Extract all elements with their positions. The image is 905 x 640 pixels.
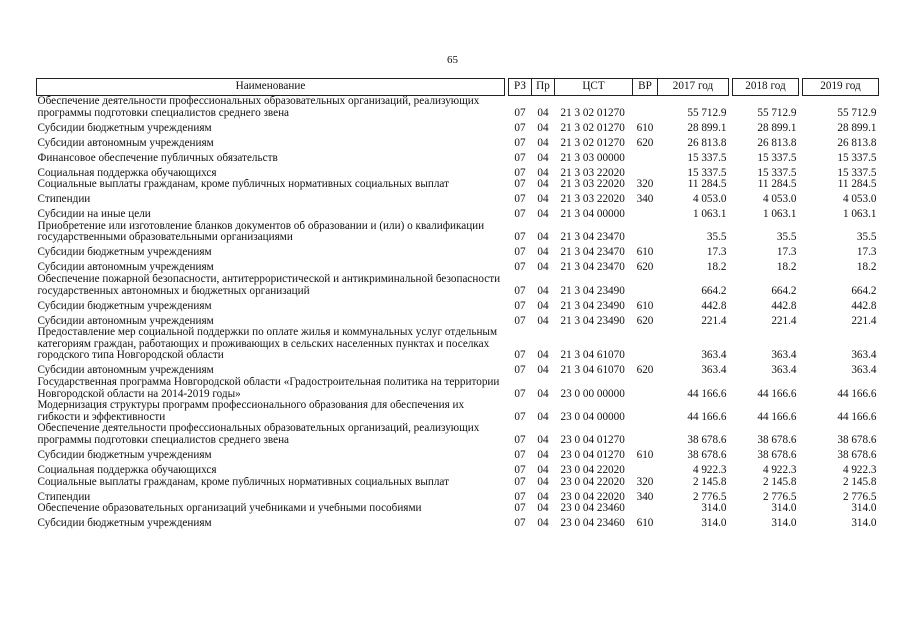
row-value-2018: 38 678.6 [757, 448, 797, 461]
row-value-2019: 442.8 [851, 299, 877, 312]
row-pr: 04 [537, 179, 549, 191]
row-value-2018: 44 166.6 [757, 387, 797, 400]
row-value-2017: 38 678.6 [687, 448, 727, 461]
row-name: Социальная поддержка обучающихся [37, 463, 217, 476]
row-cst: 23 0 04 00000 [560, 410, 625, 423]
row-rz: 07 [514, 299, 526, 312]
row-cst: 21 3 04 23470 [560, 261, 625, 274]
row-cst: 21 3 04 23490 [560, 284, 625, 297]
row-rz: 07 [514, 193, 526, 206]
table-row [37, 477, 879, 489]
row-name: Обеспечение деятельности профессиональных образовательных организаций, реализующих программы подготовки специалистов среднего звена [37, 423, 480, 446]
row-value-2018: 28 899.1 [757, 121, 797, 134]
row-rz: 07 [514, 151, 526, 164]
row-value-2018: 11 284.5 [757, 179, 797, 191]
row-value-2018: 15 337.5 [757, 151, 797, 164]
row-cst: 21 3 02 01270 [560, 106, 625, 119]
row-value-2018: 363.4 [771, 364, 797, 377]
row-vr: 620 [636, 261, 654, 274]
row-cst: 23 0 04 22020 [560, 476, 625, 488]
row-pr: 04 [537, 463, 549, 476]
row-value-2017: 2 776.5 [692, 490, 727, 503]
row-cst: 21 3 03 22020 [560, 193, 625, 206]
row-name: Субсидии автономным учреждениям [37, 261, 214, 274]
row-value-2019: 2 776.5 [842, 490, 877, 503]
table-row [37, 206, 879, 221]
table-row [37, 377, 879, 400]
row-pr: 04 [537, 208, 549, 221]
row-cst: 21 3 04 61070 [560, 364, 625, 377]
row-rz: 07 [514, 284, 526, 297]
row-value-2018: 4 922.3 [762, 463, 797, 476]
row-name: Субсидии автономным учреждениям [37, 314, 214, 327]
row-rz: 07 [514, 121, 526, 134]
row-vr: 340 [636, 490, 654, 503]
row-value-2019: 363.4 [851, 364, 877, 377]
table-row [37, 164, 879, 179]
row-value-2018: 1 063.1 [762, 208, 797, 221]
row-name: Финансовое обеспечение публичных обязательств [37, 151, 278, 164]
row-name: Субсидии бюджетным учреждениям [37, 121, 212, 134]
row-rz: 07 [514, 349, 526, 362]
row-pr: 04 [537, 476, 549, 488]
row-cst: 21 3 02 01270 [560, 121, 625, 134]
row-cst: 21 3 02 01270 [560, 136, 625, 149]
row-name: Социальные выплаты гражданам, кроме публичных нормативных социальных выплат [37, 179, 449, 191]
row-vr: 610 [636, 121, 654, 134]
row-name: Субсидии бюджетным учреждениям [37, 299, 212, 312]
table-row [37, 423, 879, 446]
row-value-2017: 44 166.6 [687, 410, 727, 423]
row-value-2017: 11 284.5 [687, 179, 727, 191]
row-cst: 21 3 03 00000 [560, 151, 625, 164]
row-value-2019: 15 337.5 [837, 151, 877, 164]
row-value-2019: 221.4 [851, 314, 877, 327]
row-value-2018: 26 813.8 [757, 136, 797, 149]
row-pr: 04 [537, 106, 549, 119]
table-row [37, 96, 879, 120]
row-value-2017: 2 145.8 [692, 476, 727, 488]
row-value-2017: 15 337.5 [687, 166, 727, 179]
row-value-2017: 314.0 [701, 517, 727, 530]
row-rz: 07 [514, 314, 526, 327]
row-pr: 04 [537, 284, 549, 297]
row-value-2019: 4 053.0 [842, 193, 877, 206]
row-pr: 04 [537, 314, 549, 327]
row-vr: 620 [636, 364, 654, 377]
row-pr: 04 [537, 231, 549, 244]
row-vr: 610 [636, 448, 654, 461]
row-value-2019: 314.0 [851, 503, 877, 515]
row-value-2018: 2 145.8 [762, 476, 797, 488]
row-cst: 21 3 03 22020 [560, 179, 625, 191]
row-vr [633, 503, 658, 515]
row-value-2019: 38 678.6 [837, 448, 877, 461]
row-pr: 04 [537, 503, 549, 515]
row-vr [633, 274, 658, 297]
row-vr: 320 [636, 476, 654, 488]
header-vr: ВР [633, 79, 658, 96]
row-value-2017: 221.4 [701, 314, 727, 327]
row-vr: 610 [636, 517, 654, 530]
row-name: Приобретение или изготовление бланков документов об образовании и (или) о квалификации государственными образовательными организациями [37, 220, 485, 244]
row-value-2019: 35.5 [856, 231, 877, 244]
row-cst: 21 3 04 61070 [560, 349, 625, 362]
table-row [37, 179, 879, 191]
row-name: Субсидии автономным учреждениям [37, 136, 214, 149]
row-cst: 21 3 04 23490 [560, 299, 625, 312]
row-pr: 04 [537, 349, 549, 362]
row-value-2018: 17.3 [776, 246, 797, 259]
table-row [37, 149, 879, 164]
row-value-2019: 44 166.6 [837, 410, 877, 423]
table-row [37, 221, 879, 244]
row-value-2017: 664.2 [701, 284, 727, 297]
row-cst: 21 3 04 00000 [560, 208, 625, 221]
table-row [37, 244, 879, 259]
row-name: Обеспечение пожарной безопасности, антитеррористической и антикриминальной безопасности государственных автономных и бюджетных организаций [37, 273, 501, 297]
row-value-2019: 55 712.9 [837, 106, 877, 119]
row-rz: 07 [514, 364, 526, 377]
row-name: Субсидии бюджетным учреждениям [37, 246, 212, 259]
row-rz: 07 [514, 166, 526, 179]
table-row [37, 488, 879, 503]
row-pr: 04 [537, 448, 549, 461]
table-row [37, 312, 879, 327]
table-row [37, 400, 879, 423]
row-vr [633, 400, 658, 423]
row-name: Социальная поддержка обучающихся [37, 166, 217, 179]
row-value-2017: 26 813.8 [687, 136, 727, 149]
row-value-2018: 38 678.6 [757, 433, 797, 446]
row-value-2017: 18.2 [706, 261, 727, 274]
row-vr: 620 [636, 314, 654, 327]
row-value-2017: 38 678.6 [687, 433, 727, 446]
row-rz: 07 [514, 490, 526, 503]
row-cst: 23 0 04 01270 [560, 433, 625, 446]
row-pr: 04 [537, 387, 549, 400]
row-name: Предоставление мер социальной поддержки по оплате жилья и коммунальных услуг отдельным категориям граждан, работающих и проживающих в сельских населенных пунктах и поселках городского типа Новгородской области [37, 327, 498, 362]
row-value-2018: 221.4 [771, 314, 797, 327]
table-row [37, 462, 879, 477]
table-row [37, 515, 879, 530]
row-pr: 04 [537, 433, 549, 446]
row-vr: 620 [636, 136, 654, 149]
row-value-2019: 1 063.1 [842, 208, 877, 221]
row-value-2019: 18.2 [856, 261, 877, 274]
row-pr: 04 [537, 121, 549, 134]
table-row [37, 327, 879, 362]
row-cst: 21 3 04 23470 [560, 246, 625, 259]
row-vr [633, 221, 658, 244]
row-value-2017: 44 166.6 [687, 387, 727, 400]
row-value-2019: 17.3 [856, 246, 877, 259]
row-name: Субсидии бюджетным учреждениям [37, 517, 212, 530]
row-value-2018: 2 776.5 [762, 490, 797, 503]
row-name: Субсидии бюджетным учреждениям [37, 448, 212, 461]
row-cst: 23 0 04 23460 [560, 517, 625, 530]
row-name: Субсидии на иные цели [37, 208, 151, 221]
row-value-2017: 363.4 [701, 364, 727, 377]
row-value-2019: 4 922.3 [842, 463, 877, 476]
row-rz: 07 [514, 476, 526, 488]
row-vr: 340 [636, 193, 654, 206]
row-value-2019: 15 337.5 [837, 166, 877, 179]
row-value-2018: 15 337.5 [757, 166, 797, 179]
table-row [37, 447, 879, 462]
row-value-2018: 664.2 [771, 284, 797, 297]
row-value-2017: 17.3 [706, 246, 727, 259]
row-value-2017: 15 337.5 [687, 151, 727, 164]
row-vr [633, 96, 658, 120]
row-name: Субсидии автономным учреждениям [37, 364, 214, 377]
row-pr: 04 [537, 151, 549, 164]
table-row [37, 274, 879, 297]
row-name: Стипендии [37, 490, 91, 503]
row-pr: 04 [537, 166, 549, 179]
header-name: Наименование [37, 79, 505, 96]
row-vr: 320 [636, 179, 654, 191]
budget-table [36, 78, 879, 530]
row-value-2019: 363.4 [851, 349, 877, 362]
table-body [37, 96, 879, 530]
row-cst: 23 0 00 00000 [560, 387, 625, 400]
row-pr: 04 [537, 490, 549, 503]
header-2018: 2018 год [733, 79, 799, 96]
row-value-2018: 18.2 [776, 261, 797, 274]
table-row [37, 134, 879, 149]
header-2019: 2019 год [803, 79, 879, 96]
row-cst: 23 0 04 01270 [560, 448, 625, 461]
row-rz: 07 [514, 387, 526, 400]
row-cst: 21 3 03 22020 [560, 166, 625, 179]
row-value-2018: 314.0 [771, 503, 797, 515]
row-value-2019: 664.2 [851, 284, 877, 297]
header-rz: РЗ [509, 79, 532, 96]
row-rz: 07 [514, 517, 526, 530]
row-value-2017: 4 053.0 [692, 193, 727, 206]
row-rz: 07 [514, 410, 526, 423]
row-value-2017: 28 899.1 [687, 121, 727, 134]
row-rz: 07 [514, 261, 526, 274]
row-value-2018: 55 712.9 [757, 106, 797, 119]
row-vr [633, 327, 658, 362]
row-name: Социальные выплаты гражданам, кроме публичных нормативных социальных выплат [37, 476, 449, 488]
row-pr: 04 [537, 364, 549, 377]
row-vr [633, 164, 658, 179]
row-value-2017: 363.4 [701, 349, 727, 362]
row-value-2017: 442.8 [701, 299, 727, 312]
table-row [37, 362, 879, 377]
row-rz: 07 [514, 136, 526, 149]
row-value-2017: 4 922.3 [692, 463, 727, 476]
row-cst: 23 0 04 23460 [560, 503, 625, 515]
row-name: Модернизация структуры программ профессионального образования для обеспечения их гибкости и эффективности [37, 400, 465, 423]
row-value-2017: 55 712.9 [687, 106, 727, 119]
row-name: Обеспечение деятельности профессиональных образовательных организаций, реализующих программы подготовки специалистов среднего звена [37, 95, 480, 119]
row-value-2019: 11 284.5 [837, 179, 877, 191]
row-value-2018: 4 053.0 [762, 193, 797, 206]
row-value-2018: 442.8 [771, 299, 797, 312]
row-vr [633, 423, 658, 446]
row-rz: 07 [514, 246, 526, 259]
row-value-2017: 314.0 [701, 503, 727, 515]
row-cst: 21 3 04 23490 [560, 314, 625, 327]
row-vr [633, 206, 658, 221]
row-cst: 23 0 04 22020 [560, 463, 625, 476]
row-value-2019: 44 166.6 [837, 387, 877, 400]
table-header [37, 79, 879, 96]
row-name: Государственная программа Новгородской области «Градостроительная политика на территории Новгородской области на 2014-2019 годы» [37, 376, 500, 400]
row-value-2019: 28 899.1 [837, 121, 877, 134]
header-2017: 2017 год [658, 79, 729, 96]
row-cst: 21 3 04 23470 [560, 231, 625, 244]
row-value-2017: 1 063.1 [692, 208, 727, 221]
row-value-2018: 314.0 [771, 517, 797, 530]
row-value-2018: 363.4 [771, 349, 797, 362]
row-vr: 610 [636, 299, 654, 312]
row-vr [633, 462, 658, 477]
row-pr: 04 [537, 246, 549, 259]
row-pr: 04 [537, 299, 549, 312]
row-rz: 07 [514, 463, 526, 476]
row-value-2019: 2 145.8 [842, 476, 877, 488]
row-value-2019: 38 678.6 [837, 433, 877, 446]
row-cst: 23 0 04 22020 [560, 490, 625, 503]
row-pr: 04 [537, 410, 549, 423]
table-row [37, 191, 879, 206]
row-value-2019: 314.0 [851, 517, 877, 530]
row-value-2019: 26 813.8 [837, 136, 877, 149]
row-pr: 04 [537, 261, 549, 274]
row-vr [633, 377, 658, 400]
row-value-2018: 44 166.6 [757, 410, 797, 423]
row-rz: 07 [514, 231, 526, 244]
table-row [37, 259, 879, 274]
page-number: 65 [447, 54, 458, 66]
row-name: Обеспечение образовательных организаций учебниками и учебными пособиями [37, 503, 422, 515]
table-row [37, 297, 879, 312]
row-vr [633, 149, 658, 164]
row-rz: 07 [514, 179, 526, 191]
row-rz: 07 [514, 448, 526, 461]
row-rz: 07 [514, 433, 526, 446]
row-pr: 04 [537, 136, 549, 149]
table-row [37, 503, 879, 515]
row-vr: 610 [636, 246, 654, 259]
row-value-2017: 35.5 [706, 231, 727, 244]
header-cst: ЦСТ [555, 79, 633, 96]
row-pr: 04 [537, 193, 549, 206]
row-rz: 07 [514, 208, 526, 221]
row-value-2018: 35.5 [776, 231, 797, 244]
header-pr: Пр [532, 79, 555, 96]
row-pr: 04 [537, 517, 549, 530]
row-rz: 07 [514, 106, 526, 119]
row-rz: 07 [514, 503, 526, 515]
table-row [37, 119, 879, 134]
row-name: Стипендии [37, 193, 91, 206]
